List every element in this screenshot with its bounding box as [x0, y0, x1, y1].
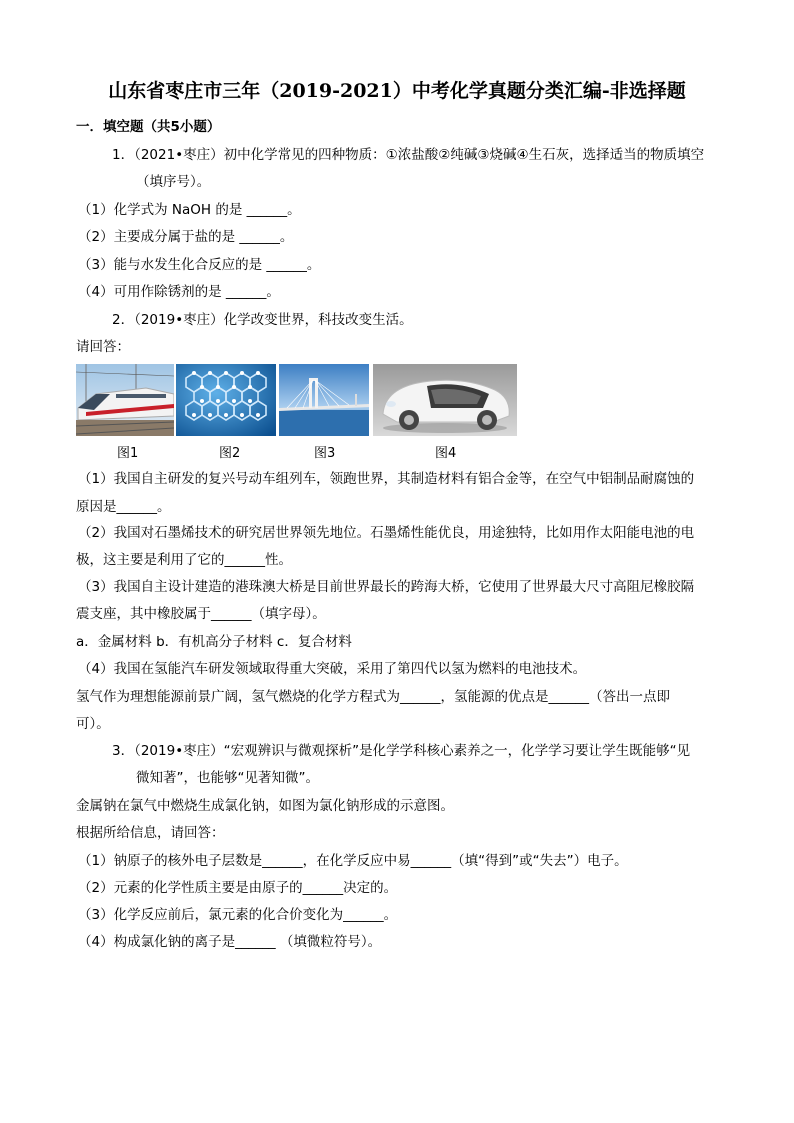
page-title: 山东省枣庄市三年（2019-2021）中考化学真题分类汇编-非选择题 [108, 80, 686, 102]
figure-2-graphene-image [176, 364, 276, 436]
q1-item: （1）化学式为 NaOH 的是 ______。 [78, 202, 301, 218]
figure-3-bridge-image [279, 364, 369, 436]
figure-4-car-image [373, 364, 517, 436]
q2-line: （1）我国自主研发的复兴号动车组列车，领跑世界，其制造材料有铝合金等，在空气中铝制品耐腐蚀的 [78, 471, 695, 487]
q2-line: （3）我国自主设计建造的港珠澳大桥是目前世界最长的跨海大桥，它使用了世界最大尺寸高阻尼橡胶隔 [78, 579, 695, 595]
q3-stem: 微知著”，也能够“见著知微”。 [136, 770, 319, 786]
q2-line: 原因是______。 [76, 499, 171, 515]
figure-caption: 图2 [219, 446, 241, 461]
q2-line: 氢气作为理想能源前景广阔，氢气燃烧的化学方程式为______，氢能源的优点是______（答出一点即 [76, 689, 670, 705]
q1-stem: 1．（2021•枣庄）初中化学常见的四种物质：①浓盐酸②纯碱③烧碱④生石灰，选择适当的物质填空 [112, 147, 705, 163]
q1-stem: （填序号）。 [136, 174, 211, 190]
figure-1-train-image [76, 364, 174, 436]
figure-caption: 图1 [117, 446, 139, 461]
q2-line: 极，这主要是利用了它的______性。 [76, 552, 292, 568]
q1-item: （3）能与水发生化合反应的是 ______。 [78, 257, 321, 273]
q1-item: （2）主要成分属于盐的是 ______。 [78, 229, 294, 245]
figure-caption: 图3 [314, 446, 336, 461]
q2-prompt: 请回答： [76, 339, 130, 355]
q3-line: （1）钠原子的核外电子层数是______，在化学反应中易______（填“得到”或“失去”）电子。 [78, 853, 628, 869]
q2-line: 震支座，其中橡胶属于______（填字母）。 [76, 606, 326, 622]
q2-line: （2）我国对石墨烯技术的研究居世界领先地位。石墨烯性能优良，用途独特，比如用作太阳能电池的电 [78, 525, 695, 541]
figure-caption: 图4 [435, 446, 457, 461]
q2-line: 可）。 [76, 716, 110, 732]
q1-item: （4）可用作除锈剂的是 ______。 [78, 284, 280, 300]
q3-stem: 3．（2019•枣庄）“宏观辨识与微观探析”是化学学科核心素养之一，化学学习要让学生既能够“见 [112, 743, 691, 759]
q2-stem: 2．（2019•枣庄）化学改变世界，科技改变生活。 [112, 312, 413, 328]
q3-line: 根据所给信息，请回答： [76, 825, 225, 841]
q3-line: 金属钠在氯气中燃烧生成氯化钠，如图为氯化钠形成的示意图。 [76, 798, 454, 814]
q2-options: a．金属材料 b．有机高分子材料 c．复合材料 [76, 634, 352, 650]
q3-line: （4）构成氯化钠的离子是______ （填微粒符号）。 [78, 934, 382, 950]
q2-line: （4）我国在氢能汽车研发领域取得重大突破，采用了第四代以氢为燃料的电池技术。 [78, 661, 587, 677]
q3-line: （2）元素的化学性质主要是由原子的______决定的。 [78, 880, 398, 896]
q3-line: （3）化学反应前后，氯元素的化合价变化为______。 [78, 907, 398, 923]
section-heading: 一．填空题（共5小题） [76, 119, 221, 135]
